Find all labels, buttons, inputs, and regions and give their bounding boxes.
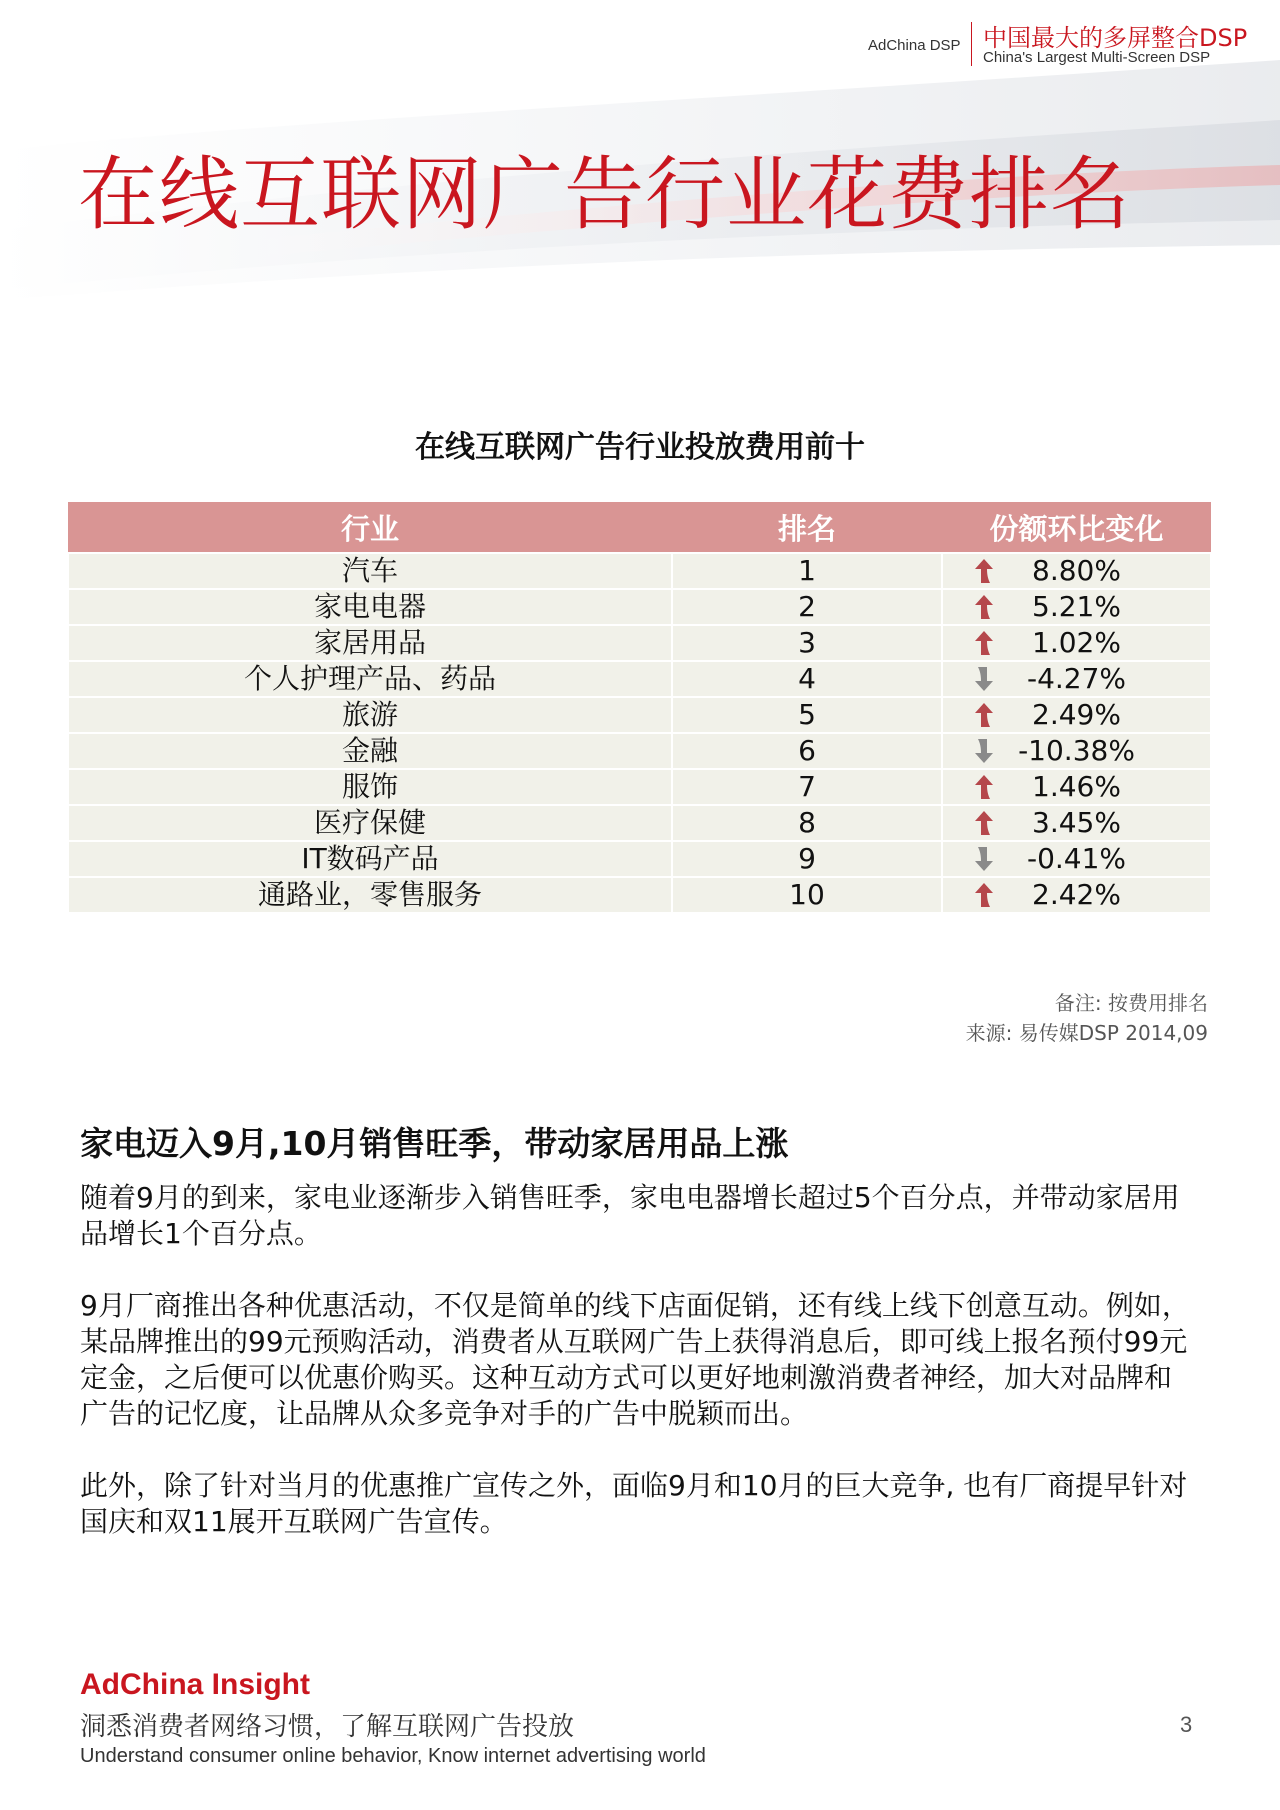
table-row [68, 625, 1211, 661]
header-brand-en: China's Largest Multi-Screen DSP [983, 49, 1211, 66]
rank-cell: 1 [672, 553, 942, 589]
page-number: 3 [1180, 1712, 1193, 1737]
table-row [68, 841, 1211, 877]
change-cell [942, 805, 1211, 841]
change-cell [942, 589, 1211, 625]
change-cell [942, 625, 1211, 661]
header-rank: 排名 [672, 502, 942, 553]
header-brand-small: AdChina DSP [868, 37, 961, 54]
rank-cell: 8 [672, 805, 942, 841]
change-cell [942, 877, 1211, 913]
change-cell [942, 553, 1211, 589]
arrow-up-icon [973, 774, 995, 800]
change-value: 8.80% [1032, 554, 1121, 587]
change-value: 2.42% [1032, 878, 1121, 911]
industry-cell: 家居用品 [68, 625, 672, 661]
table-row [68, 697, 1211, 733]
arrow-down-icon [973, 846, 995, 872]
ranking-table [67, 502, 1212, 914]
arrow-up-icon [973, 702, 995, 728]
header-brand-cn: 中国最大的多屏整合DSP [983, 24, 1248, 52]
industry-cell: 汽车 [68, 553, 672, 589]
arrow-up-icon [973, 810, 995, 836]
table-row [68, 553, 1211, 589]
change-cell [942, 841, 1211, 877]
industry-cell: 服饰 [68, 769, 672, 805]
change-value: 2.49% [1032, 698, 1121, 731]
change-value: 1.02% [1032, 626, 1121, 659]
industry-cell: 家电电器 [68, 589, 672, 625]
rank-cell: 10 [672, 877, 942, 913]
footer-brand: AdChina Insight [80, 1668, 310, 1701]
rank-cell: 9 [672, 841, 942, 877]
table-row [68, 733, 1211, 769]
footer-tagline-cn: 洞悉消费者网络习惯，了解互联网广告投放 [80, 1712, 575, 1742]
arrow-up-icon [973, 882, 995, 908]
rank-cell: 5 [672, 697, 942, 733]
change-value: -10.38% [1018, 734, 1135, 767]
change-cell [942, 697, 1211, 733]
table-row [68, 769, 1211, 805]
industry-cell: 旅游 [68, 697, 672, 733]
rank-cell: 4 [672, 661, 942, 697]
header-divider [971, 22, 972, 66]
change-value: 1.46% [1032, 770, 1121, 803]
table-row [68, 877, 1211, 913]
header-change: 份额环比变化 [942, 502, 1211, 553]
section-heading: 家电迈入9月,10月销售旺季，带动家居用品上涨 [80, 1124, 789, 1163]
rank-cell: 6 [672, 733, 942, 769]
table-row [68, 661, 1211, 697]
rank-cell: 3 [672, 625, 942, 661]
arrow-up-icon [973, 630, 995, 656]
footer-tagline-en: Understand consumer online behavior, Know internet advertising world [80, 1745, 706, 1767]
arrow-up-icon [973, 558, 995, 584]
industry-cell: 个人护理产品、药品 [68, 661, 672, 697]
table-note: 备注: 按费用排名 [1054, 991, 1208, 1015]
table-header-row [68, 502, 1211, 553]
change-value: 3.45% [1032, 806, 1121, 839]
header-industry: 行业 [68, 502, 672, 553]
rank-cell: 2 [672, 589, 942, 625]
change-value: -0.41% [1026, 842, 1127, 875]
arrow-down-icon [973, 738, 995, 764]
page-title: 在线互联网广告行业花费排名 [78, 148, 1131, 241]
paragraph: 此外，除了针对当月的优惠推广宣传之外，面临9月和10月的巨大竞争, 也有厂商提早针对国庆和双11展开互联网广告宣传。 [80, 1469, 1188, 1538]
industry-cell: 通路业，零售服务 [68, 877, 672, 913]
table-title: 在线互联网广告行业投放费用前十 [415, 430, 865, 465]
change-value: -4.27% [1026, 662, 1127, 695]
paragraph: 9月厂商推出各种优惠活动，不仅是简单的线下店面促销，还有线上线下创意互动。例如，某品牌推出的99元预购活动，消费者从互联网广告上获得消息后，即可线上报名预付99元定金，之后便可以优惠价购买。这种互动方式可以更好地刺激消费者神经，加大对品牌和广告的记忆度，让品牌从众多竞争对手的广告中脱颖而出。 [80, 1289, 1190, 1430]
arrow-down-icon [973, 666, 995, 692]
change-cell [942, 769, 1211, 805]
industry-cell: 金融 [68, 733, 672, 769]
industry-cell: 医疗保健 [68, 805, 672, 841]
paragraph: 随着9月的到来，家电业逐渐步入销售旺季，家电电器增长超过5个百分点，并带动家居用品增长1个百分点。 [80, 1181, 1180, 1250]
table-source: 来源: 易传媒DSP 2014,09 [965, 1021, 1208, 1045]
rank-cell: 7 [672, 769, 942, 805]
change-cell [942, 733, 1211, 769]
table-row [68, 589, 1211, 625]
change-value: 5.21% [1032, 590, 1121, 623]
change-cell [942, 661, 1211, 697]
arrow-up-icon [973, 594, 995, 620]
industry-cell: IT数码产品 [68, 841, 672, 877]
table-row [68, 805, 1211, 841]
